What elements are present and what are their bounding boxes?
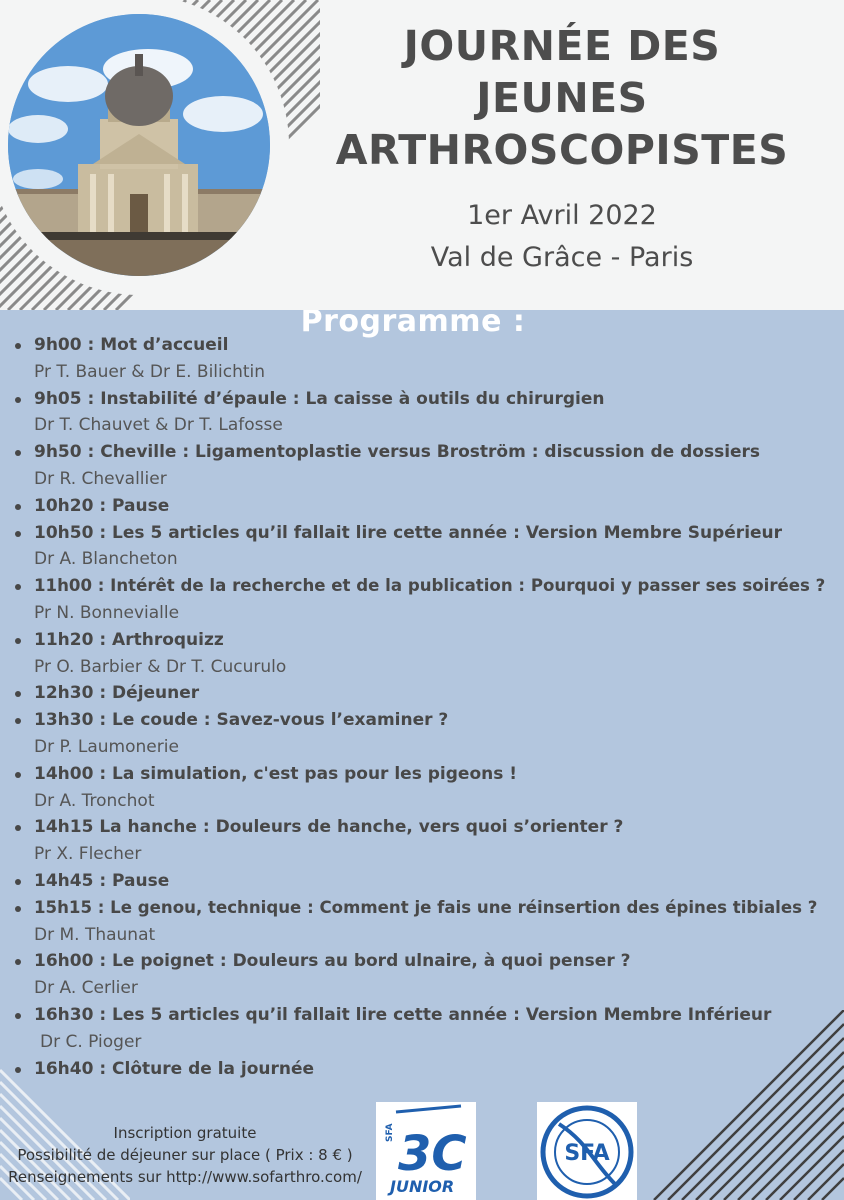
session-title: 14h15 La hanche : Douleurs de hanche, vers quoi s’orienter ?: [0, 814, 844, 841]
event-date: 1er Avril 2022: [467, 200, 657, 231]
session-title: 9h50 : Cheville : Ligamentoplastie versus Broström : discussion de dossiers: [0, 439, 844, 466]
session-speaker: Pr T. Bauer & Dr E. Bilichtin: [34, 361, 266, 382]
logo-junior-mark: 3C: [398, 1126, 467, 1182]
session-speaker: Dr A. Cerlier: [34, 978, 138, 999]
programme-section: [0, 310, 844, 1200]
val-de-grace-photo: [8, 14, 270, 276]
list-item: [0, 761, 844, 815]
list-item: [0, 814, 844, 868]
sfa-logo: [537, 1102, 637, 1200]
session-speaker: Dr T. Chauvet & Dr T. Lafosse: [34, 415, 283, 436]
session-title: 15h15 : Le genou, technique : Comment je fais une réinsertion des épines tibiales ?: [0, 895, 844, 922]
list-item: [0, 332, 844, 386]
list-item: [0, 627, 844, 681]
event-location: Val de Grâce - Paris: [430, 242, 694, 273]
session-title: 14h00 : La simulation, c'est pas pour les pigeons !: [0, 761, 844, 788]
list-item: [0, 520, 844, 574]
list-item: [0, 707, 844, 761]
header-section: [0, 0, 844, 310]
session-speaker: Dr M. Thaunat: [34, 924, 156, 945]
session-title: 9h05 : Instabilité d’épaule : La caisse à outils du chirurgien: [0, 386, 844, 413]
registration-free: Inscription gratuite: [113, 1124, 257, 1142]
list-item: [0, 573, 844, 627]
session-speaker: Dr A. Tronchot: [34, 790, 155, 811]
programme-heading: Programme :: [300, 310, 526, 339]
session-speaker: Pr X. Flecher: [34, 844, 142, 865]
list-item: [0, 895, 844, 949]
session-speaker: Pr O. Barbier & Dr T. Cucurulo: [34, 656, 287, 677]
session-speaker: Dr A. Blancheton: [34, 549, 178, 570]
session-title: 11h20 : Arthroquizz: [0, 627, 844, 654]
list-item: [0, 948, 844, 1002]
session-title: 13h30 : Le coude : Savez-vous l’examiner ?: [0, 707, 844, 734]
page-title: [312, 20, 812, 176]
session-speaker: Pr N. Bonnevialle: [34, 602, 180, 623]
title-line-2: JEUNES: [476, 74, 648, 122]
session-speaker: Dr R. Chevallier: [34, 468, 167, 489]
title-line-3: ARTHROSCOPISTES: [335, 126, 789, 174]
session-title: 9h00 : Mot d’accueil: [0, 332, 844, 359]
session-title: 16h00 : Le poignet : Douleurs au bord ulnaire, à quoi penser ?: [0, 948, 844, 975]
session-speaker: Dr P. Laumonerie: [34, 736, 179, 757]
logo-sfa-letters: SFA: [564, 1141, 610, 1166]
session-title: 12h30 : Déjeuner: [0, 680, 844, 707]
list-item: [0, 493, 844, 520]
registration-info: [0, 1122, 370, 1188]
list-item: [0, 386, 844, 440]
session-title: 11h00 : Intérêt de la recherche et de la publication : Pourquoi y passer ses soirées ?: [0, 573, 844, 600]
session-title: 16h40 : Clôture de la journée: [0, 1056, 844, 1083]
logo-junior-small-text: SFA: [385, 1123, 395, 1142]
website-info: Renseignements sur http://www.sofarthro.com/: [8, 1168, 362, 1186]
programme-list: [0, 332, 844, 1082]
list-item: [0, 439, 844, 493]
list-item: [0, 1002, 844, 1056]
sfa-junior-logo: [376, 1102, 476, 1200]
session-title: 16h30 : Les 5 articles qu’il fallait lire cette année : Version Membre Inférieur: [0, 1002, 844, 1029]
session-title: 14h45 : Pause: [0, 868, 844, 895]
session-speaker: Dr C. Pioger: [40, 1031, 142, 1052]
logo-junior-word: JUNIOR: [390, 1177, 455, 1196]
session-title: 10h50 : Les 5 articles qu’il fallait lire cette année : Version Membre Supérieur: [0, 520, 844, 547]
session-title: 10h20 : Pause: [0, 493, 844, 520]
title-line-1: JOURNÉE DES: [403, 22, 721, 70]
list-item: [0, 680, 844, 707]
list-item: [0, 1056, 844, 1083]
lunch-info: Possibilité de déjeuner sur place ( Prix : 8 € ): [17, 1146, 353, 1164]
list-item: [0, 868, 844, 895]
